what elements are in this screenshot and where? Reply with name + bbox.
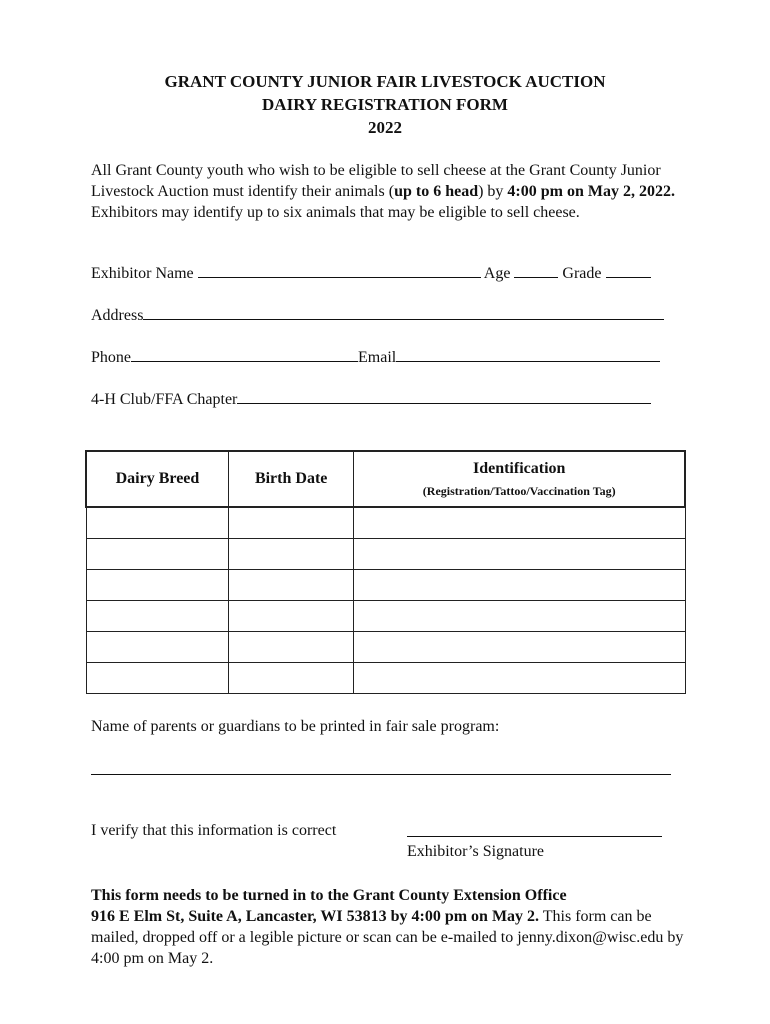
col-identification-title: Identification — [472, 459, 566, 477]
form-title — [0, 70, 770, 139]
birth-date-cell[interactable] — [228, 539, 353, 570]
intro-head-limit: up to 6 head — [394, 183, 479, 200]
identification-cell[interactable] — [354, 539, 685, 570]
phone-label: Phone — [91, 349, 131, 366]
col-identification — [354, 451, 685, 507]
address-field[interactable] — [143, 305, 664, 320]
submission-instructions — [91, 885, 691, 969]
birth-date-cell[interactable] — [228, 601, 353, 632]
intro-text-2: ) by — [478, 183, 508, 200]
grade-field[interactable] — [606, 263, 651, 278]
title-line-1: GRANT COUNTY JUNIOR FAIR LIVESTOCK AUCTION — [164, 72, 606, 91]
exhibitor-name-field[interactable] — [198, 263, 481, 278]
club-label: 4-H Club/FFA Chapter — [91, 391, 238, 408]
identification-cell[interactable] — [354, 632, 685, 663]
verify-label: I verify that this information is correct — [91, 822, 337, 839]
identification-cell[interactable] — [354, 570, 685, 601]
club-line — [91, 389, 651, 409]
table-header-row — [86, 451, 685, 507]
phone-field[interactable] — [131, 347, 358, 362]
breed-cell[interactable] — [86, 632, 228, 663]
col-dairy-breed: Dairy Breed — [86, 451, 228, 507]
signature-label: Exhibitor’s Signature — [407, 843, 545, 860]
address-line — [91, 305, 664, 325]
registration-table — [85, 450, 686, 694]
signature-field[interactable] — [407, 822, 662, 837]
col-birth-date: Birth Date — [228, 451, 353, 507]
table-row — [86, 663, 685, 694]
col-identification-subtitle: (Registration/Tattoo/Vaccination Tag) — [422, 483, 616, 498]
parents-line — [91, 760, 671, 780]
submission-office: This form needs to be turned in to the Grant County Extension Office 916 E Elm St, Suite A, Lancaster, WI 53813 by 4:00 pm on May 2. — [91, 887, 567, 925]
title-line-2: DAIRY REGISTRATION FORM — [262, 95, 508, 114]
title-year: 2022 — [368, 118, 402, 137]
birth-date-cell[interactable] — [228, 507, 353, 539]
table-row — [86, 601, 685, 632]
breed-cell[interactable] — [86, 663, 228, 694]
address-label: Address — [91, 307, 144, 324]
parents-field[interactable] — [91, 760, 671, 775]
intro-deadline: 4:00 pm on May 2, 2022. — [507, 183, 675, 200]
intro-text-3: Exhibitors may identify up to six animals that may be eligible to sell cheese. — [91, 204, 580, 221]
table-row — [86, 632, 685, 663]
birth-date-cell[interactable] — [228, 632, 353, 663]
birth-date-cell[interactable] — [228, 570, 353, 601]
identification-cell[interactable] — [354, 601, 685, 632]
submission-methods: This form can be mailed, dropped off or a legible picture or scan can be e-mailed to jenny.dixon@wisc.edu by 4:00 pm on May 2. — [91, 908, 684, 967]
exhibitor-line — [91, 263, 651, 283]
breed-cell[interactable] — [86, 570, 228, 601]
breed-cell[interactable] — [86, 601, 228, 632]
birth-date-cell[interactable] — [228, 663, 353, 694]
table-row — [86, 539, 685, 570]
exhibitor-name-label: Exhibitor Name — [91, 265, 198, 282]
signature-line — [407, 822, 662, 842]
email-field[interactable] — [396, 347, 660, 362]
breed-cell[interactable] — [86, 507, 228, 539]
table-row — [86, 507, 685, 539]
breed-cell[interactable] — [86, 539, 228, 570]
grade-label: Grade — [558, 265, 606, 282]
intro-paragraph — [91, 160, 691, 223]
table-row — [86, 570, 685, 601]
intro-text-1: All Grant County youth who wish to be eligible to sell cheese at the Grant County Junior Livestock Auction must identify their animals ( — [91, 162, 661, 200]
age-field[interactable] — [514, 263, 558, 278]
parents-label: Name of parents or guardians to be printed in fair sale program: — [91, 718, 500, 735]
contact-line — [91, 347, 660, 367]
table-body — [86, 507, 685, 694]
identification-cell[interactable] — [354, 663, 685, 694]
age-label: Age — [480, 265, 515, 282]
email-label: Email — [358, 349, 397, 366]
identification-cell[interactable] — [354, 507, 685, 539]
club-field[interactable] — [237, 389, 651, 404]
